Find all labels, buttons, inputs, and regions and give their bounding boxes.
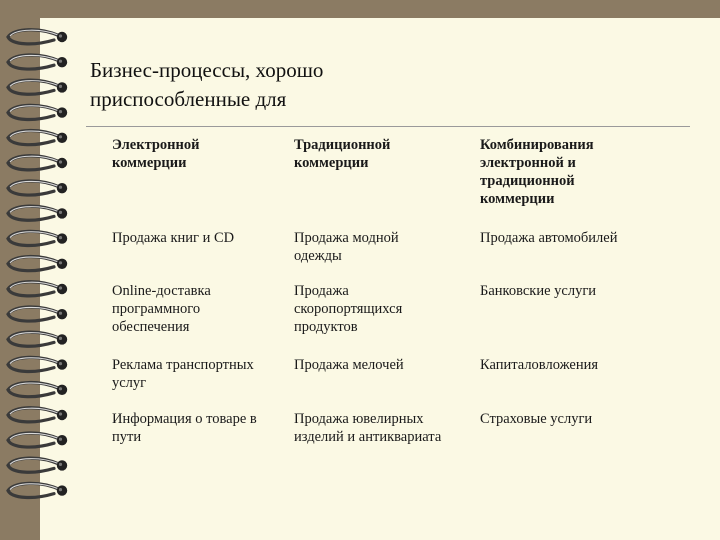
spiral-ring: [8, 181, 67, 195]
spiral-ring: [8, 257, 67, 271]
table-cell: Продажа скоропортящихся продуктов: [294, 283, 403, 335]
table-cell: Продажа модной одежды: [294, 230, 399, 264]
table-cell: Реклама транспортных услуг: [112, 357, 254, 391]
spiral-ring: [8, 433, 67, 447]
header-combined: Комбинирования электронной и традиционной коммерции: [480, 137, 594, 207]
spiral-ring: [8, 357, 67, 371]
spiral-binding: [0, 0, 80, 540]
spiral-ring: [8, 55, 67, 69]
spiral-ring: [8, 156, 67, 170]
spiral-ring: [8, 307, 67, 321]
spiral-ring: [8, 483, 67, 497]
spiral-ring: [8, 105, 67, 119]
table-cell: Online-доставка программного обеспечения: [112, 283, 211, 335]
table-cell: Банковские услуги: [480, 283, 597, 299]
table-cell: Продажа ювелирных изделий и антиквариата: [294, 411, 442, 445]
table-cell: Продажа автомобилей: [480, 230, 618, 246]
table-cell: Капиталовложения: [480, 357, 599, 373]
spiral-ring: [8, 206, 67, 220]
spiral-ring: [8, 30, 67, 44]
spiral-ring: [8, 332, 67, 346]
spiral-ring: [8, 458, 67, 472]
slide-title: [90, 56, 323, 114]
spiral-ring: [8, 383, 67, 397]
title-line-2: приспособленные для: [90, 87, 287, 111]
header-ecommerce: Электронной коммерции: [112, 137, 200, 171]
spiral-ring: [8, 408, 67, 422]
table-cell: Продажа книг и CD: [112, 230, 235, 246]
header-traditional: Традиционной коммерции: [294, 137, 391, 171]
spiral-ring: [8, 131, 67, 145]
spiral-ring: [8, 282, 67, 296]
table-cell: Страховые услуги: [480, 411, 593, 427]
spiral-ring: [8, 231, 67, 245]
title-line-1: Бизнес-процессы, хорошо: [90, 58, 324, 82]
table-cell: Продажа мелочей: [294, 357, 404, 373]
title-divider: [86, 126, 690, 127]
spiral-ring: [8, 80, 67, 94]
table-cell: Информация о товаре в пути: [112, 411, 257, 445]
